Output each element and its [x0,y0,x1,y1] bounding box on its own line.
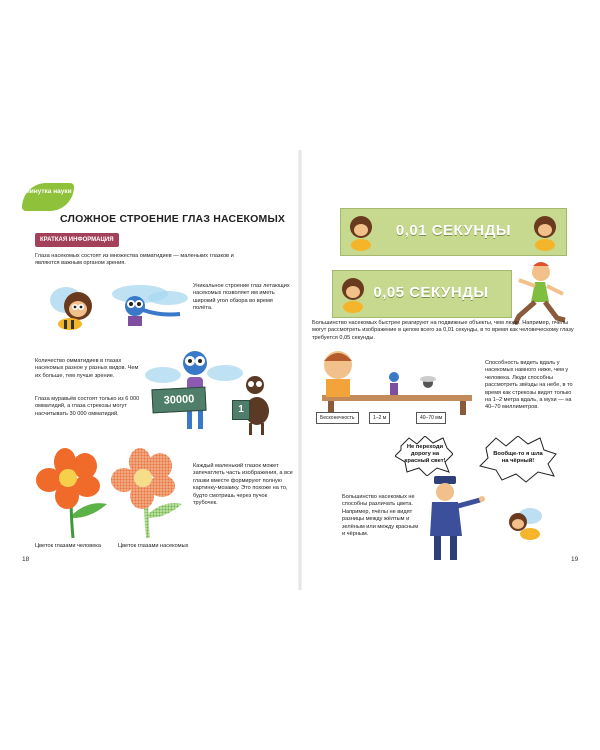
info-badge: КРАТКАЯ ИНФОРМАЦИЯ [35,233,119,247]
page-number-right: 19 [571,556,579,563]
sign-1: 1 [232,400,250,420]
reaction-paragraph: Большинство насекомых быстрее реагируют на подвижные объекты, чем люди. Например, пчёлы могут рассмотреть изображение в целом всего за 0,01 секунды, в то время как человеческому глазу требуется 0,05 секунды. [312,320,574,341]
distance-label-dragonfly: 1–2 м [369,412,390,424]
section-chip-label: Минутка науки [24,188,72,195]
banner-005-text: 0,05 СЕКУНДЫ [373,284,489,301]
flower-insect-view [110,448,190,540]
ant-paragraph: Глаза муравьёв состоят только из 6 000 омматидий, а глаза стрекозы могут насчитывать 30 000 омматидий. [35,396,140,417]
flower-human-view [35,448,115,540]
color-paragraph: Большинство насекомых не способны различать цвета. Например, пчёлы не видят разницы между жёлтым и зелёным или между красным и чёрным. [342,494,419,538]
section-chip [22,183,74,211]
distance-paragraph: Способность видеть вдаль у насекомых намного ниже, чем у человека. Люди способны рассмотреть звёзды на небе, в то время как стрекозы видят только на 1–2 метра вдаль, а мухи — на 40–70 миллиметров. [485,360,573,411]
mosaic-paragraph: Каждый маленький глазок может запечатлеть часть изображения, а все глазки вместе формируют полную картинку-мозаику. Это похоже на то, будто смотришь через пучок трубочек. [193,463,293,507]
bee-and-dragonfly-illustration [40,276,190,334]
intro-paragraph: Глаза насекомых состоят из множества омматидиев — маленьких глазков и являются важным органом зрения. [35,253,234,267]
dragonfly-paragraph: Уникальное строение глаз летающих насекомых позволяет им иметь широкий угол обзора во время полёта. [193,283,290,312]
bubble-right-text: Вообще-то я шла на чёрный! [493,451,543,464]
caption-insect: Цветок глазами насекомых [118,543,189,549]
sign-30000: 30000 [151,387,206,414]
banner-005 [332,270,512,318]
count-paragraph: Количество омматидиев в глазах насекомых разное у разных видов. Чем их больше, тем лучше зрение. [35,358,139,379]
banner-001-text: 0,01 СЕКУНДЫ [395,222,512,239]
distance-illustration [312,345,482,420]
book-gutter [298,150,302,590]
page-title: СЛОЖНОЕ СТРОЕНИЕ ГЛАЗ НАСЕКОМЫХ [60,213,286,225]
caption-human: Цветок глазами человека [35,543,101,549]
bee-icon [527,211,563,253]
distance-label-infinity: Бесконечность [316,412,359,424]
bubble-left-text: Не переходи дорогу на красный свет! [404,444,446,464]
policeman-bee-illustration [418,474,568,564]
banner-001 [340,208,567,256]
distance-label-fly: 40–70 мм [416,412,446,424]
page-number-left: 18 [22,556,30,563]
